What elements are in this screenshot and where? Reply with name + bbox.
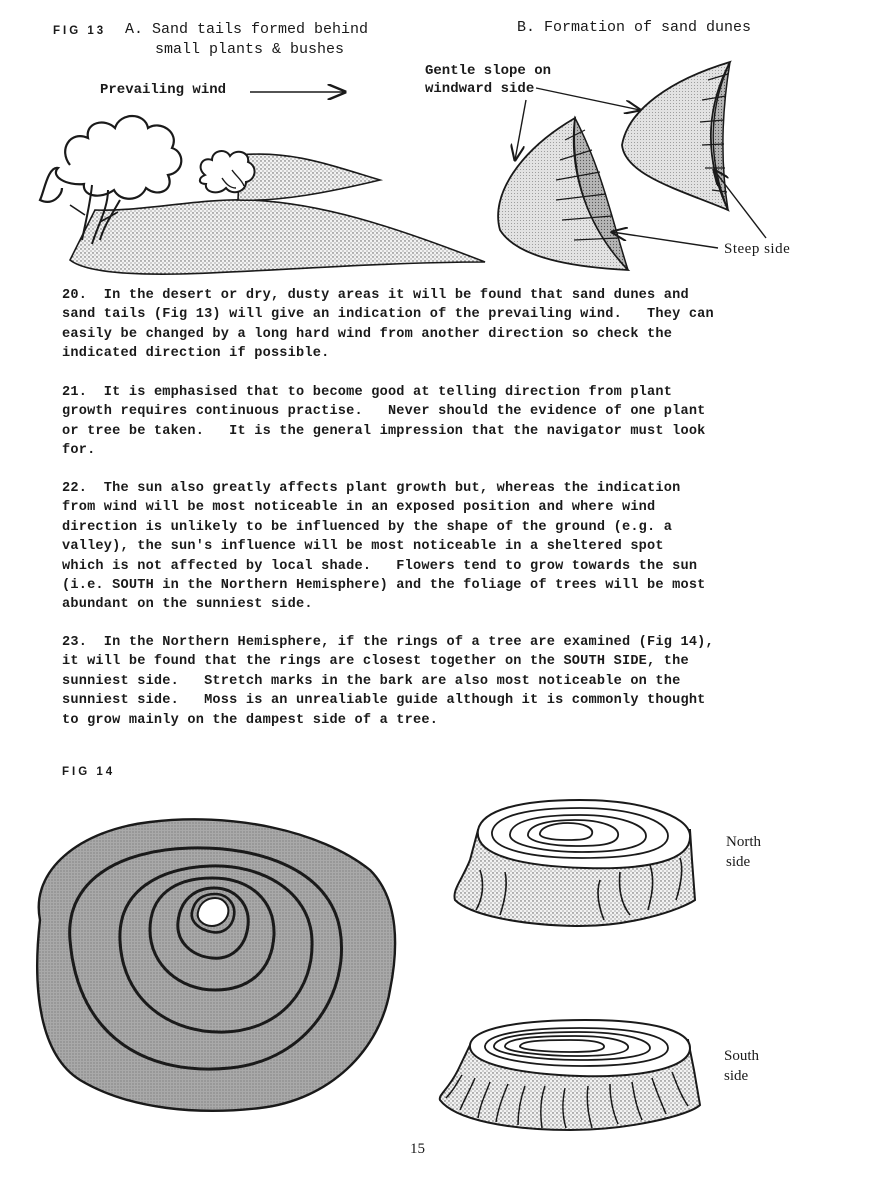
paragraph-23: 23. In the Northern Hemisphere, if the rings of a tree are examined (Fig 14), it will be found that the rings are closest together on the SOUTH SIDE, the sunniest side. Stretch marks in the bark are also most noticeable on the sunniest side. Moss is an unrealiable guide although it is commonly thought to grow mainly on the dampest side of a tree. xyxy=(62,635,714,728)
prevailing-wind-label: Prevailing wind xyxy=(100,82,227,98)
gentle-slope-label-line2: windward side xyxy=(425,81,535,97)
north-side-label-line1: North xyxy=(726,834,761,850)
paragraph-20: 20. In the desert or dry, dusty areas it will be found that sand dunes and sand tails (Fig 13) will give an indication of the prevailing wind. They can easily be changed by a long hard wind from another direction so check the indicated direction if possible. xyxy=(62,288,714,362)
south-side-label-line1: South xyxy=(724,1048,760,1064)
steep-side-label: Steep side xyxy=(724,241,791,257)
north-side-label-line2: side xyxy=(726,854,751,870)
paragraph-21: 21. It is emphasised that to become good at telling direction from plant growth requires continuous practise. Never should the evidence of one plant or tree be taken. It is the general impression that the navigator must look for. xyxy=(62,385,706,459)
fig13b-caption: B. Formation of sand dunes xyxy=(517,19,752,36)
fig13a-caption-line1: A. Sand tails formed behind xyxy=(125,21,369,38)
fig14-label: FIG 14 xyxy=(62,766,116,778)
fig13-label: FIG 13 xyxy=(53,25,107,37)
south-side-label-line2: side xyxy=(724,1068,749,1084)
page-number: 15 xyxy=(410,1141,425,1157)
gentle-slope-label-line1: Gentle slope on xyxy=(425,63,552,79)
paragraph-22: 22. The sun also greatly affects plant growth but, whereas the indication from wind will be most noticeable in an exposed position and where wind direction is unlikely to be influenced by the shape of the ground (e.g. a valley), the sun's influence will be most noticeable in a sheltered spot which is not affected by local shade. Flowers tend to grow towards the sun (i.e. SOUTH in the Northern Hemisphere) and the foliage of trees will be most abundant on the sunniest side. xyxy=(62,481,706,613)
fig13a-caption-line2: small plants & bushes xyxy=(155,41,345,58)
